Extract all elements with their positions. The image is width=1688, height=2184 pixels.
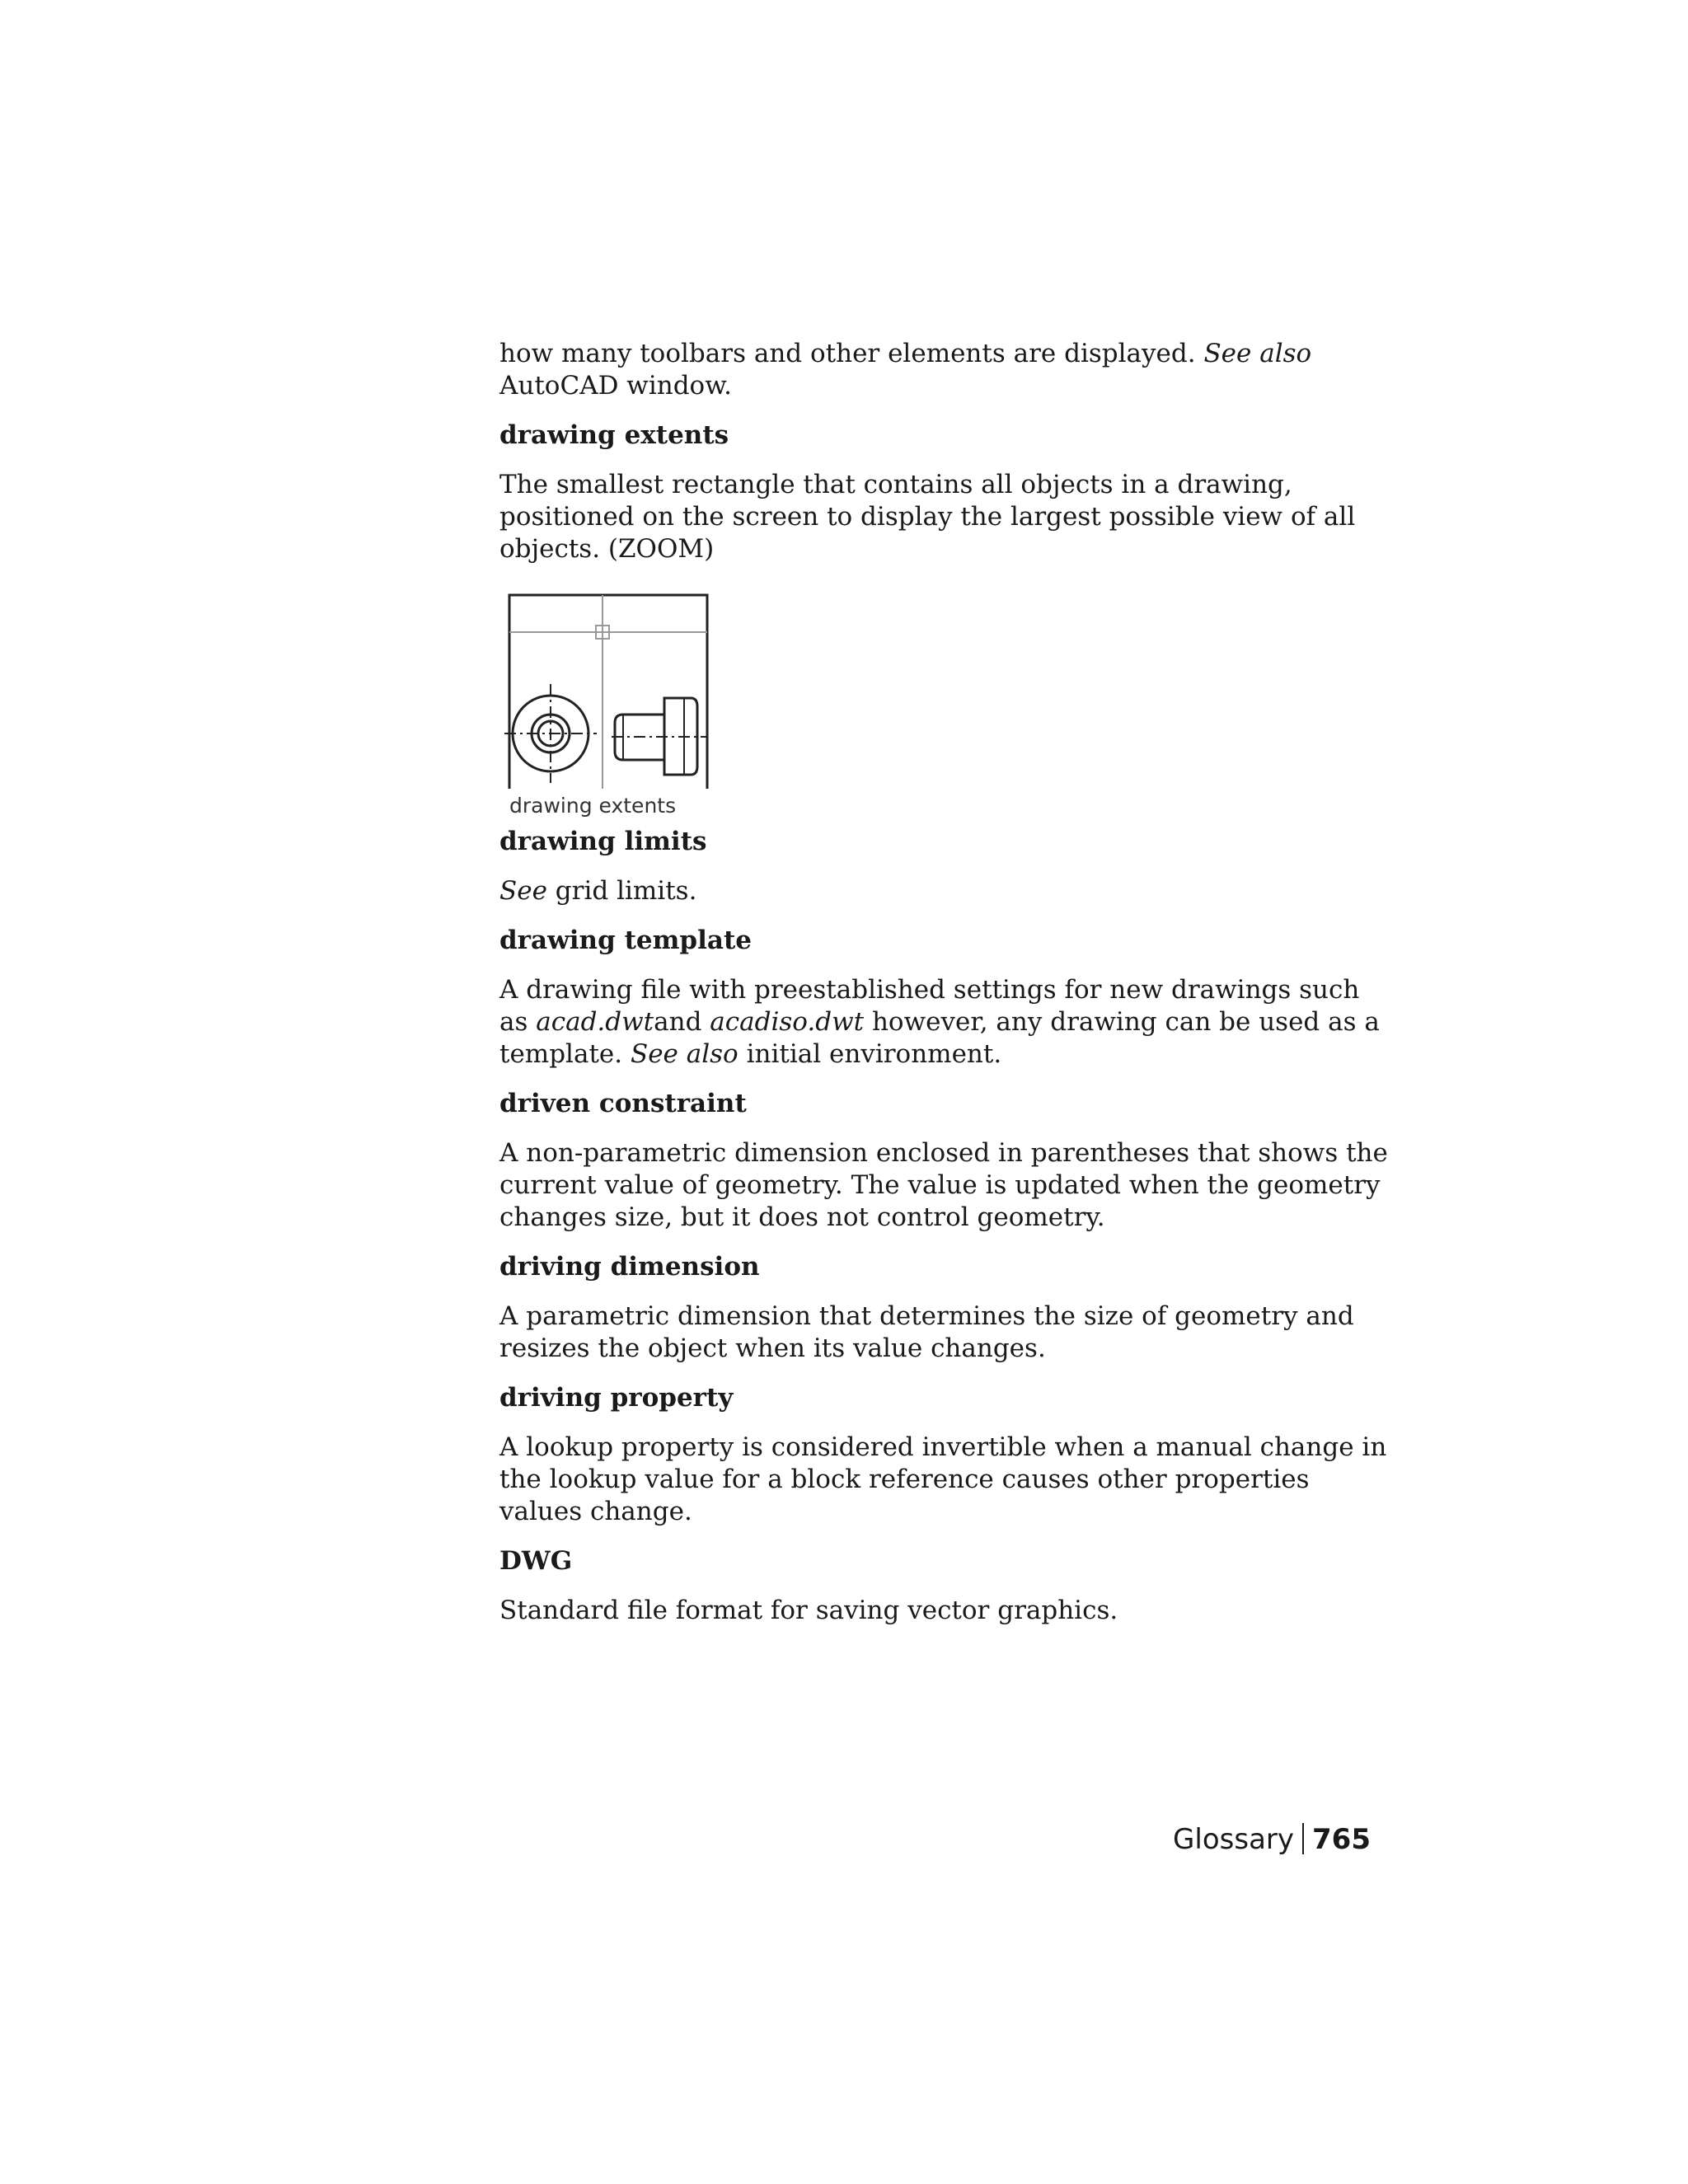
term-drawing-template: drawing template	[499, 926, 752, 955]
definition-drawing-limits	[499, 875, 1390, 907]
template-text-2: and	[654, 1007, 710, 1037]
glossary-content	[499, 338, 1390, 1627]
definition-driving-property: A lookup property is considered invertible when a manual change in the lookup value for a block reference causes other properties values change.	[499, 1432, 1387, 1526]
definition-driven-constraint: A non-parametric dimension enclosed in parentheses that shows the current value of geometry. The value is updated when the geometry changes size, but it does not control geometry.	[499, 1138, 1388, 1232]
definition-dwg: Standard file format for saving vector graphics.	[499, 1596, 1118, 1625]
see-also-ref: See also	[1203, 339, 1312, 368]
file-acadiso-dwt: acadiso.dwt	[710, 1007, 865, 1037]
page-footer	[1173, 1823, 1371, 1856]
extents-rectangle	[509, 595, 707, 789]
footer-section: Glossary	[1173, 1823, 1295, 1856]
template-text-3: however, any drawing can be used as a template.	[499, 1007, 1380, 1069]
term-drawing-limits: drawing limits	[499, 827, 707, 856]
template-text-4: initial environment.	[738, 1039, 1002, 1069]
figure-caption: drawing extents	[509, 794, 677, 818]
see-also-ref: See also	[630, 1039, 738, 1069]
drawing-extents-illustration	[499, 587, 714, 789]
see-ref: See	[499, 876, 547, 906]
footer-divider	[1302, 1823, 1304, 1854]
page-number: 765	[1312, 1823, 1371, 1856]
definition-drawing-template	[499, 974, 1390, 1071]
term-dwg: DWG	[499, 1546, 573, 1576]
term-driven-constraint: driven constraint	[499, 1089, 747, 1118]
drawing-extents-figure	[499, 587, 714, 826]
term-driving-dimension: driving dimension	[499, 1252, 760, 1282]
intro-paragraph	[499, 338, 1390, 402]
template-text-1: A drawing file with preestablished settings for new drawings such as	[499, 975, 1360, 1037]
term-drawing-extents: drawing extents	[499, 420, 729, 450]
term-driving-property: driving property	[499, 1383, 734, 1413]
definition-drawing-extents: The smallest rectangle that contains all objects in a drawing, positioned on the screen to display the largest possible view of all objects. (ZOOM)	[499, 470, 1356, 564]
file-acad-dwt: acad.dwt	[536, 1007, 654, 1037]
definition-driving-dimension: A parametric dimension that determines the size of geometry and resizes the object when its value changes.	[499, 1301, 1354, 1363]
definition-drawing-limits-text: grid limits.	[546, 876, 697, 906]
intro-text-end: AutoCAD window.	[499, 371, 732, 401]
intro-text: how many toolbars and other elements are displayed.	[499, 339, 1204, 368]
